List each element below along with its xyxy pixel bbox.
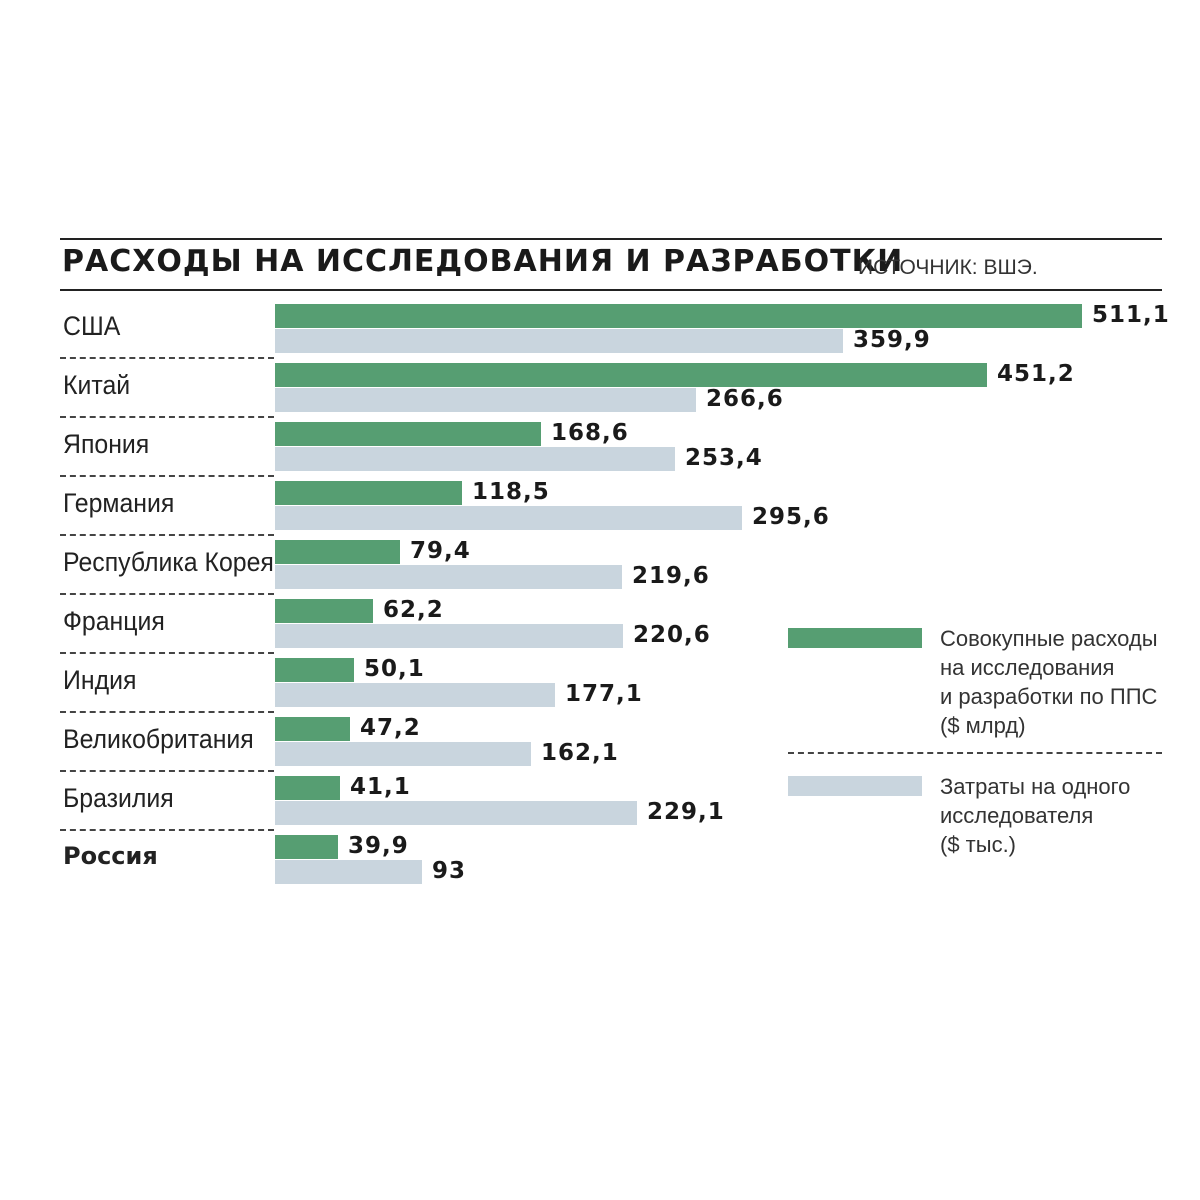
category-label: Россия — [63, 842, 158, 870]
bar-per-researcher — [275, 388, 696, 412]
bar-per-researcher — [275, 860, 422, 884]
value-label-per-researcher: 359,9 — [853, 327, 931, 353]
bar-per-researcher — [275, 624, 623, 648]
value-label-per-researcher: 219,6 — [632, 563, 710, 589]
bar-per-researcher — [275, 742, 531, 766]
title-bottom-rule — [60, 289, 1162, 291]
category-label: США — [63, 311, 121, 341]
category-label: Индия — [63, 665, 137, 695]
bar-per-researcher — [275, 801, 637, 825]
value-label-per-researcher: 266,6 — [706, 386, 784, 412]
legend-separator — [788, 752, 1162, 754]
value-label-total-spending: 62,2 — [383, 597, 444, 623]
category-label: Великобритания — [63, 724, 254, 754]
bar-per-researcher — [275, 329, 843, 353]
value-label-total-spending: 451,2 — [997, 361, 1075, 387]
value-label-total-spending: 47,2 — [360, 715, 421, 741]
category-label: Германия — [63, 488, 175, 518]
bar-per-researcher — [275, 683, 555, 707]
value-label-per-researcher: 295,6 — [752, 504, 830, 530]
bar-per-researcher — [275, 565, 622, 589]
legend-line: Затраты на одного — [940, 774, 1131, 799]
category-label: Франция — [63, 606, 165, 636]
value-label-total-spending: 39,9 — [348, 833, 409, 859]
value-label-per-researcher: 220,6 — [633, 622, 711, 648]
bar-total-spending — [275, 599, 373, 623]
bar-total-spending — [275, 835, 338, 859]
bar-total-spending — [275, 717, 350, 741]
legend-line: ($ тыс.) — [940, 832, 1017, 857]
title-top-rule — [60, 238, 1162, 240]
legend-line: и разработки по ППС — [940, 684, 1158, 709]
legend-label-total — [940, 624, 1158, 740]
bar-total-spending — [275, 422, 541, 446]
row-separator — [60, 475, 274, 477]
bar-per-researcher — [275, 447, 675, 471]
value-label-total-spending: 168,6 — [551, 420, 629, 446]
row-separator — [60, 593, 274, 595]
value-label-total-spending: 118,5 — [472, 479, 550, 505]
bar-total-spending — [275, 658, 354, 682]
bar-total-spending — [275, 776, 340, 800]
bar-total-spending — [275, 540, 400, 564]
legend-line: на исследования — [940, 655, 1115, 680]
bar-per-researcher — [275, 506, 742, 530]
value-label-total-spending: 511,1 — [1092, 302, 1170, 328]
value-label-total-spending: 41,1 — [350, 774, 411, 800]
legend-label-per-researcher — [940, 772, 1130, 859]
category-label: Республика Корея — [63, 547, 274, 577]
legend-line: ($ млрд) — [940, 713, 1026, 738]
legend-swatch-total — [788, 628, 922, 648]
legend-swatch-per-researcher — [788, 776, 922, 796]
category-label: Китай — [63, 370, 131, 400]
bar-total-spending — [275, 304, 1082, 328]
chart-source: ИСТОЧНИК: ВШЭ. — [858, 256, 1038, 279]
chart-title: РАСХОДЫ НА ИССЛЕДОВАНИЯ И РАЗРАБОТКИ — [62, 244, 904, 279]
row-separator — [60, 534, 274, 536]
row-separator — [60, 652, 274, 654]
value-label-total-spending: 50,1 — [364, 656, 425, 682]
value-label-per-researcher: 177,1 — [565, 681, 643, 707]
legend-line: Совокупные расходы — [940, 626, 1158, 651]
value-label-total-spending: 79,4 — [410, 538, 471, 564]
row-separator — [60, 357, 274, 359]
legend-line: исследователя — [940, 803, 1094, 828]
value-label-per-researcher: 253,4 — [685, 445, 763, 471]
row-separator — [60, 770, 274, 772]
row-separator — [60, 829, 274, 831]
category-label: Бразилия — [63, 783, 174, 813]
bar-total-spending — [275, 363, 987, 387]
value-label-per-researcher: 229,1 — [647, 799, 725, 825]
row-separator — [60, 416, 274, 418]
category-label: Япония — [63, 429, 150, 459]
value-label-per-researcher: 162,1 — [541, 740, 619, 766]
row-separator — [60, 711, 274, 713]
value-label-per-researcher: 93 — [432, 858, 467, 884]
bar-total-spending — [275, 481, 462, 505]
